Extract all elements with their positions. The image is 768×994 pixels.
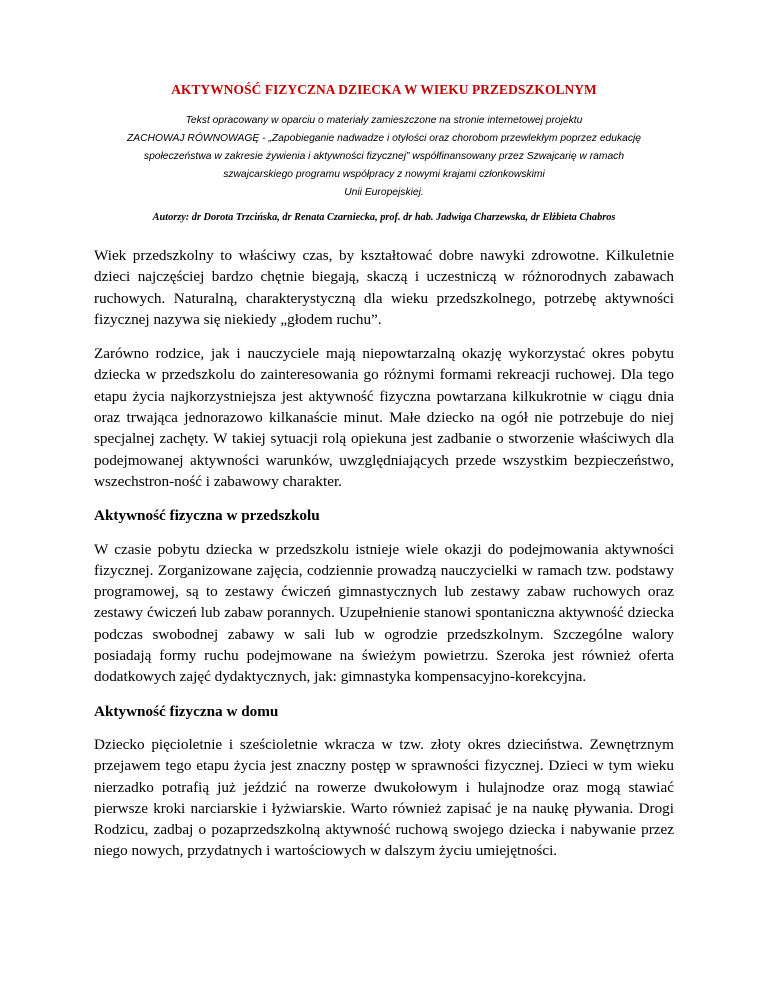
intro-line: ZACHOWAJ RÓWNOWAGĘ - „Zapobieganie nadwadze i otyłości oraz chorobom przewlekłym poprzez edukację xyxy=(126,133,642,144)
section-heading-preschool: Aktywność fizyczna w przedszkolu xyxy=(94,507,320,525)
paragraph-parents-teachers: Zarówno rodzice, jak i nauczyciele mają niepowtarzalną okazję wykorzystać okres pobytu dziecka w przedszkolu do zainteresowania go różnymi formami rekreacji ruchowej. Dla tego etapu życia najkorzystniejsza jest aktywność fizyczna powtarzana kilkukrotnie w ciągu dnia oraz trwająca jednorazowo kilkanaście minut. Małe dziecko na ogół nie potrzebuje do niej specjalnej zachęty. W takiej sytuacji rolą opiekuna jest zadbanie o stworzenie właściwych dla podejmowanej aktywności warunków, uwzględniających przede wszystkim bezpieczeństwo, wszechstron-ność i zabawowy charakter. xyxy=(94,345,674,490)
intro-line: Tekst opracowany w oparciu o materiały zamieszczone na stronie internetowej projektu xyxy=(185,115,583,126)
paragraph-home: Dziecko pięcioletnie i sześcioletnie wkracza w tzw. złoty okres dzieciństwa. Zewnętrznym przejawem tego etapu życia jest znaczny postęp w sprawności fizycznej. Dzieci w tym wieku nierzadko potrafią już jeździć na rowerze dwukołowym i hulajnodze oraz mogą stawiać pierwsze kroki narciarskie i łyżwiarskie. Warto również zapisać je na naukę pływania. Drogi Rodzicu, zadbaj o pozaprzedszkolną aktywność ruchową swojego dziecka i nabywanie przez niego nowych, przydatnych i wartościowych w dalszym życiu umiejętności. xyxy=(94,735,674,860)
intro-line: Unii Europejskiej. xyxy=(344,187,424,198)
intro-line: społeczeństwa w zakresie żywienia i aktywności fizycznej” współfinansowany przez Szwajcarię w ramach xyxy=(143,151,625,162)
paragraph-intro: Wiek przedszkolny to właściwy czas, by kształtować dobre nawyki zdrowotne. Kilkuletnie dzieci najczęściej bardzo chętnie biegają, skaczą i uczestniczą w różnorodnych zabawach ruchowych. Naturalną, charakterystyczną dla wieku przedszkolnego, potrzebę aktywności fizycznej nazywa się niekiedy „głodem ruchu”. xyxy=(94,247,674,328)
authors-line: Autorzy: dr Dorota Trzcińska, dr Renata Czarniecka, prof. dr hab. Jadwiga Charzewska, dr Elżbieta Chabros xyxy=(152,212,616,223)
section-heading-home: Aktywność fizyczna w domu xyxy=(94,702,279,720)
document-page xyxy=(94,82,674,875)
intro-line: szwajcarskiego programu współpracy z nowymi krajami członkowskimi xyxy=(223,169,545,180)
intro-note xyxy=(94,112,674,202)
document-title: AKTYWNOŚĆ FIZYCZNA DZIECKA W WIEKU PRZEDSZKOLNYM xyxy=(171,82,597,97)
paragraph-preschool: W czasie pobytu dziecka w przedszkolu istnieje wiele okazji do podejmowania aktywności fizycznej. Zorganizowane zajęcia, codziennie prowadzą nauczycielki w ramach tzw. podstawy programowej, są to zestawy ćwiczeń gimnastycznych lub zestawy zabaw ruchowych oraz zestawy ćwiczeń lub zabaw porannych. Uzupełnienie stanowi spontaniczna aktywność dziecka podczas swobodnej zabawy w sali lub w ogrodzie przedszkolnym. Szczególne walory posiadają formy ruchu podejmowane na świeżym powietrzu. Szeroka jest również oferta dodatkowych zajęć dydaktycznych, jak: gimnastyka kompensacyjno-korekcyjna. xyxy=(94,540,674,686)
